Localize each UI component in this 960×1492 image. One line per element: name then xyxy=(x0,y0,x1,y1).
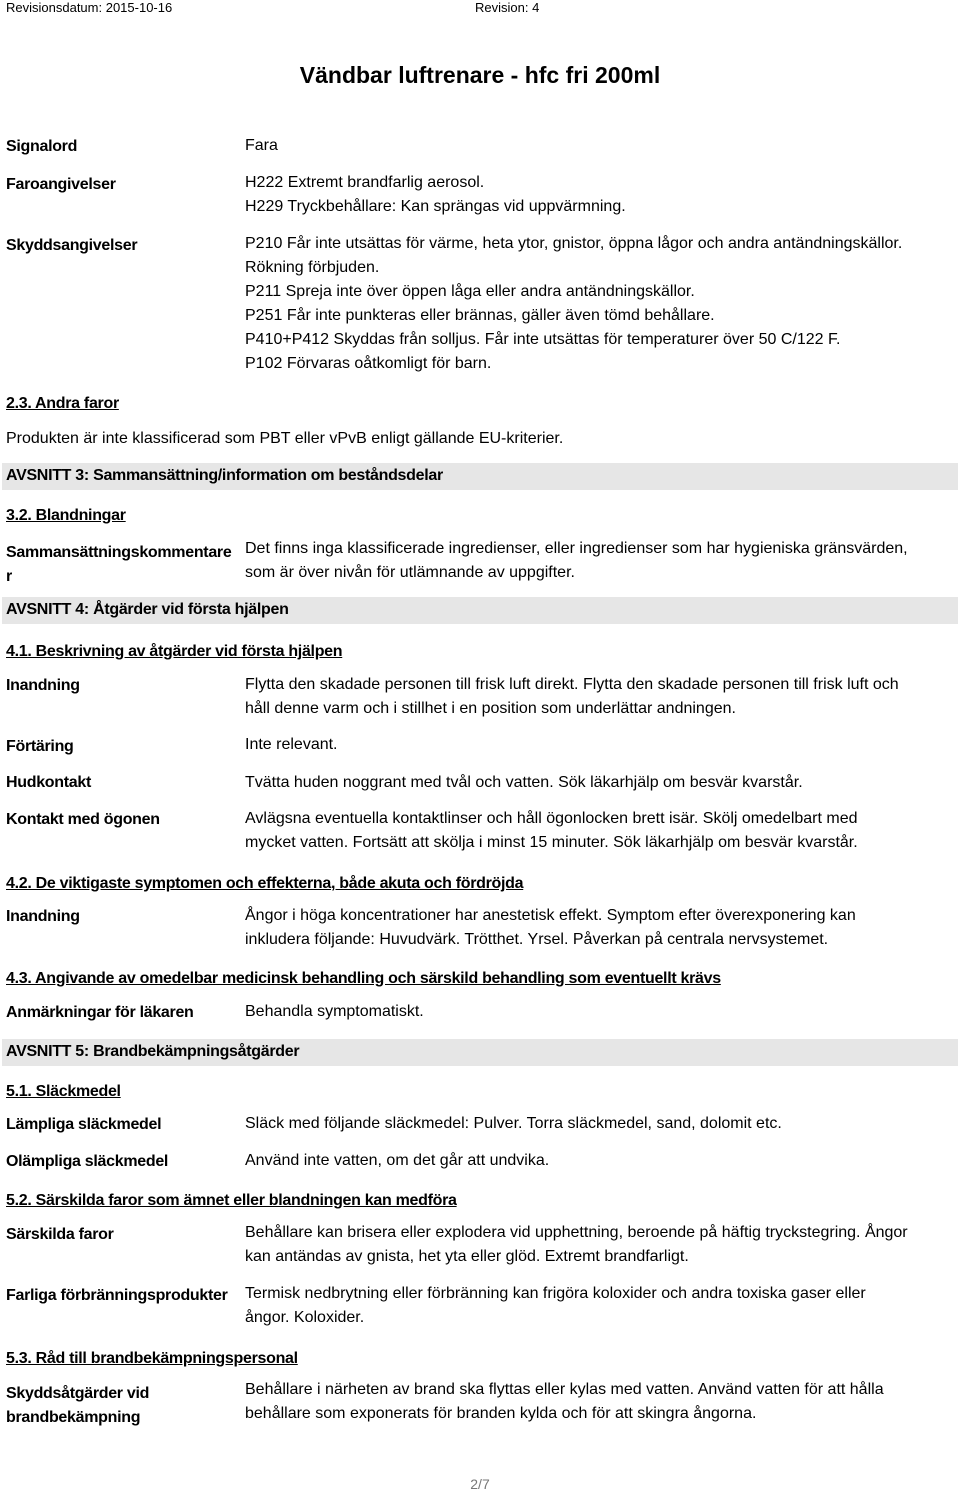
physician-notes-label: Anmärkningar för läkaren xyxy=(6,1004,194,1021)
section-3-title: AVSNITT 3: Sammansättning/information om beståndsdelar xyxy=(6,467,443,484)
combustion-products-line: Termisk nedbrytning eller förbränning kan frigöra koloxider och andra toxiska gaser eller xyxy=(245,1285,866,1302)
ingestion-value: Inte relevant. xyxy=(245,736,338,753)
other-hazards-text: Produkten är inte klassificerad som PBT eller vPvB enligt gällande EU-kriterier. xyxy=(6,430,564,447)
subsection-4-3-heading: 4.3. Angivande av omedelbar medicinsk behandling och särskild behandling som eventuellt krävs xyxy=(6,970,721,987)
ingestion-label: Förtäring xyxy=(6,738,74,755)
special-hazards-value xyxy=(245,1221,908,1269)
physician-notes-value: Behandla symptomatiskt. xyxy=(245,1003,424,1020)
revision-number: Revision: 4 xyxy=(475,0,540,15)
eye-contact-line: mycket vatten. Fortsätt att skölja i minst 15 minuter. Sök läkarhjälp om besvär kvarstår. xyxy=(245,834,858,851)
skyddsangivelser-label: Skyddsangivelser xyxy=(6,237,138,254)
precaution-statement: P210 Får inte utsättas för värme, heta ytor, gnistor, öppna lågor och andra antändningskällor. xyxy=(245,235,903,252)
subsection-3-2-heading: 3.2. Blandningar xyxy=(6,507,126,524)
hazard-statement: H222 Extremt brandfarlig aerosol. xyxy=(245,174,485,191)
unsuitable-extinguishing-value: Använd inte vatten, om det går att undvika. xyxy=(245,1152,550,1169)
revision-date: Revisionsdatum: 2015-10-16 xyxy=(6,0,173,15)
inhalation-line: Flytta den skadade personen till frisk luft direkt. Flytta den skadade personen till frisk luft och xyxy=(245,676,899,693)
composition-comment-label-line: r xyxy=(6,568,12,585)
unsuitable-extinguishing-label: Olämpliga släckmedel xyxy=(6,1153,169,1170)
section-5-banner xyxy=(2,1039,958,1066)
protective-actions-line: Behållare i närheten av brand ska flyttas eller kylas med vatten. Använd vatten för att hålla xyxy=(245,1381,884,1398)
subsection-4-1-heading: 4.1. Beskrivning av åtgärder vid första hjälpen xyxy=(6,643,343,660)
subsection-5-1-heading: 5.1. Släckmedel xyxy=(6,1083,121,1100)
section-5-title: AVSNITT 5: Brandbekämpningsåtgärder xyxy=(6,1043,300,1060)
special-hazards-line: kan antändas av gnista, het yta eller glöd. Extremt brandfarligt. xyxy=(245,1248,689,1265)
precaution-statement: P251 Får inte punkteras eller brännas, gäller även tömd behållare. xyxy=(245,307,715,324)
faroangivelser-label: Faroangivelser xyxy=(6,176,116,193)
inhalation-value xyxy=(245,673,899,721)
composition-comment-label xyxy=(6,541,231,589)
subsection-5-3-heading: 5.3. Råd till brandbekämpningspersonal xyxy=(6,1350,298,1367)
composition-comment-label-line: Sammansättningskommentare xyxy=(6,544,232,561)
protective-actions-value xyxy=(245,1378,884,1426)
page-number: 2/7 xyxy=(470,1476,490,1492)
hazard-statement: H229 Tryckbehållare: Kan sprängas vid uppvärmning. xyxy=(245,198,626,215)
combustion-products-label: Farliga förbränningsprodukter xyxy=(6,1287,228,1304)
symptoms-line: Ångor i höga koncentrationer har anestetisk effekt. Symptom efter överexponering kan xyxy=(245,907,856,924)
special-hazards-label: Särskilda faror xyxy=(6,1226,114,1243)
section-3-banner xyxy=(2,463,958,490)
combustion-products-value xyxy=(245,1282,866,1330)
composition-comment-line: Det finns inga klassificerade ingredienser, eller ingredienser som har hygieniska gränsvärden, xyxy=(245,540,908,557)
suitable-extinguishing-label: Lämpliga släckmedel xyxy=(6,1116,162,1133)
faroangivelser-value xyxy=(245,171,626,219)
inhalation-label: Inandning xyxy=(6,677,80,694)
eye-contact-label: Kontakt med ögonen xyxy=(6,811,160,828)
subsection-4-2-heading: 4.2. De viktigaste symptomen och effekterna, både akuta och fördröjda xyxy=(6,875,524,892)
document-title: Vändbar luftrenare - hfc fri 200ml xyxy=(299,62,661,88)
skyddsangivelser-value xyxy=(245,232,902,376)
symptoms-inhalation-label: Inandning xyxy=(6,908,80,925)
symptoms-inhalation-value xyxy=(245,904,856,952)
eye-contact-value xyxy=(245,807,858,855)
skin-contact-value: Tvätta huden noggrant med tvål och vatten. Sök läkarhjälp om besvär kvarstår. xyxy=(245,774,803,791)
subsection-2-3-heading: 2.3. Andra faror xyxy=(6,395,119,412)
precaution-statement: P211 Spreja inte över öppen låga eller andra antändningskällor. xyxy=(245,283,695,300)
suitable-extinguishing-value: Släck med följande släckmedel: Pulver. Torra släckmedel, sand, dolomit etc. xyxy=(245,1115,782,1132)
inhalation-line: håll denne varm och i stillhet i en position som underlättar andningen. xyxy=(245,700,736,717)
signalord-value: Fara xyxy=(245,137,278,154)
signalord-label: Signalord xyxy=(6,138,78,155)
protective-actions-label-line: brandbekämpning xyxy=(6,1409,141,1426)
composition-comment-value xyxy=(245,537,908,585)
precaution-statement: P102 Förvaras oåtkomligt för barn. xyxy=(245,355,492,372)
protective-actions-line: behållare som exponerats för branden kylda och för att skingra ångorna. xyxy=(245,1405,757,1422)
symptoms-line: inkludera följande: Huvudvärk. Trötthet. Yrsel. Påverkan på centrala nervsystemet. xyxy=(245,931,829,948)
combustion-products-line: ångor. Koloxider. xyxy=(245,1309,365,1326)
protective-actions-label xyxy=(6,1382,149,1430)
protective-actions-label-line: Skyddsåtgärder vid xyxy=(6,1385,150,1402)
section-4-banner xyxy=(2,597,958,624)
precaution-statement: P410+P412 Skyddas från solljus. Får inte utsättas för temperaturer över 50 C/122 F. xyxy=(245,331,841,348)
subsection-5-2-heading: 5.2. Särskilda faror som ämnet eller blandningen kan medföra xyxy=(6,1192,457,1209)
precaution-statement: Rökning förbjuden. xyxy=(245,259,380,276)
composition-comment-line: som är över nivån för utlämnande av uppgifter. xyxy=(245,564,575,581)
eye-contact-line: Avlägsna eventuella kontaktlinser och håll ögonlocken brett isär. Skölj omedelbart med xyxy=(245,810,858,827)
section-4-title: AVSNITT 4: Åtgärder vid första hjälpen xyxy=(6,601,289,618)
special-hazards-line: Behållare kan brisera eller explodera vid upphettning, beroende på häftig tryckstegring. Ångor xyxy=(245,1224,908,1241)
skin-contact-label: Hudkontakt xyxy=(6,774,92,791)
